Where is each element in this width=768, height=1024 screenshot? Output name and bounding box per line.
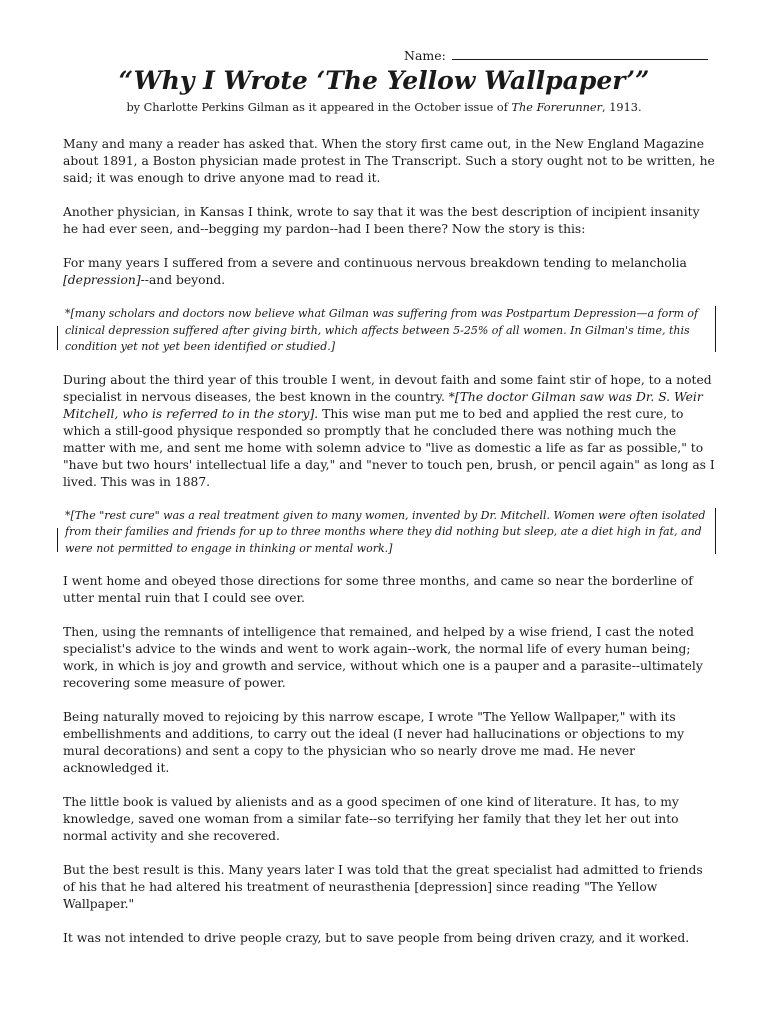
paragraph-8: The little book is valued by alienists and as a good specimen of one kind of literature. It has, to my knowledge, saved one woman from a similar fate--so terrifying her family that they let her out into normal activity and she recovered. [63,795,679,843]
paragraph-5: I went home and obeyed those directions for some three months, and came so near the borderline of utter mental ruin that I could see over. [63,574,693,605]
note-right-bar [715,306,716,352]
footnote-box-1 [63,306,715,356]
paragraph-4-italic: *[The doctor Gilman saw was Dr. S. Weir Mitchell, who is referred to in the story] [63,389,703,421]
paragraph-3-bracket: [depression] [63,273,141,287]
name-field [404,47,708,64]
document-body [63,136,715,964]
paragraph-10: It was not intended to drive people crazy, but to save people from being driven crazy, and it worked. [63,931,690,945]
footnote-box-2 [63,508,715,558]
paragraph-3 [63,255,715,289]
paragraph-3-main: For many years I suffered from a severe and continuous nervous breakdown tending to melancholia [63,256,687,270]
paragraph-4-b: . This wise man put me to bed and applied the rest cure, to which a still-good physique responded so promptly that he concluded there was nothing much the matter with me, and sent me home with solemn advice to "live as domestic a life as far as possible," to "have but two hours' intellectual life a day," and "never to touch pen, brush, or pencil again" as long as I lived. This was in 1887. [63,406,715,489]
name-label: Name: [404,48,446,63]
footnote-1-text: *[many scholars and doctors now believe what Gilman was suffering from was Postpartum Depression—a form of clinical depression suffered after giving birth, which affects between 5-25% of all women. In Gilman's time, this condition yet not yet been identified or studied.] [65,307,699,353]
paragraph-6: Then, using the remnants of intelligence that remained, and helped by a wise friend, I cast the noted specialist's advice to the winds and went to work again--work, the normal life of every human being; work, in which is joy and growth and service, without which one is a pauper and a parasite--ultimately recovering some measure of power. [63,625,703,690]
paragraph-4 [63,372,715,491]
paragraph-2: Another physician, in Kansas I think, wrote to say that it was the best description of incipient insanity he had ever seen, and--begging my pardon--had I been there? Now the story is this: [63,205,700,236]
paragraph-9: But the best result is this. Many years later I was told that the great specialist had admitted to friends of his that he had altered his treatment of neurasthenia [depression] since reading "The Yellow Wallpaper." [63,863,703,911]
note-left-bar [57,528,58,552]
byline-publication: The Forerunner [511,101,603,114]
paragraph-4-a: During about the third year of this trouble I went, in devout faith and some faint stir of hope, to a noted specialist in nervous diseases, the best known in the country. [63,372,712,404]
byline [0,100,768,115]
paragraph-1: Many and many a reader has asked that. When the story first came out, in the New England Magazine about 1891, a Boston physician made protest in The Transcript. Such a story ought not to be written, he said; it was enough to drive anyone mad to read it. [63,137,715,185]
note-right-bar [715,508,716,554]
note-left-bar [57,326,58,350]
document-title: “Why I Wrote ‘The Yellow Wallpaper’” [118,66,650,95]
byline-prefix: by Charlotte Perkins Gilman as it appeared in the October issue of [126,101,512,114]
paragraph-3-end: --and beyond. [140,273,226,287]
name-blank-line [452,47,708,60]
byline-suffix: , 1913. [602,101,642,114]
footnote-2-text: *[The "rest cure" was a real treatment given to many women, invented by Dr. Mitchell. Women were often isolated from their families and friends for up to three months where they did nothing but sleep, ate a diet high in fat, and were not permitted to engage in thinking or mental work.] [65,508,706,555]
paragraph-7: Being naturally moved to rejoicing by this narrow escape, I wrote "The Yellow Wallpaper," with its embellishments and additions, to carry out the ideal (I never had hallucinations or objections to my mural decorations) and sent a copy to the physician who so nearly drove me mad. He never acknowledged it. [63,710,685,775]
